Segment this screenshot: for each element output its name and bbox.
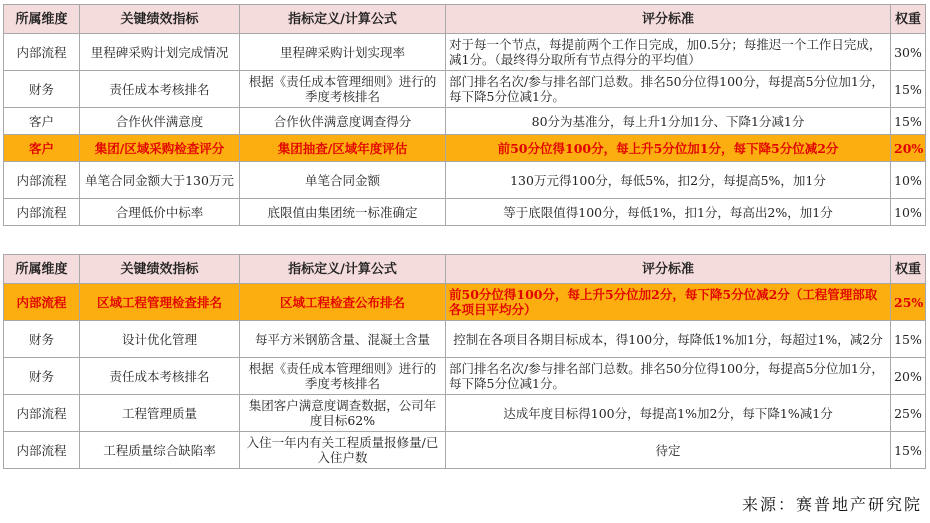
table-row [4, 432, 926, 469]
cell-weight: 10% [891, 199, 926, 226]
cell-kpi: 责任成本考核排名 [80, 358, 240, 395]
table-header-row [4, 255, 926, 284]
cell-kpi: 区域工程管理检查排名 [80, 284, 240, 321]
cell-kpi: 工程质量综合缺陷率 [80, 432, 240, 469]
table-row [4, 71, 926, 108]
cell-definition: 里程碑采购计划实现率 [240, 34, 446, 71]
cell-weight: 10% [891, 162, 926, 199]
cell-kpi: 集团/区域采购检查评分 [80, 135, 240, 162]
table-row [4, 358, 926, 395]
cell-weight: 25% [891, 395, 926, 432]
table-row [4, 395, 926, 432]
cell-definition: 根据《责任成本管理细则》进行的季度考核排名 [240, 358, 446, 395]
header-weight: 权重 [891, 255, 926, 284]
table-row [4, 108, 926, 135]
cell-criteria: 达成年度目标得100分，每提高1%加2分，每下降1%减1分 [446, 395, 891, 432]
cell-definition: 单笔合同金额 [240, 162, 446, 199]
header-definition: 指标定义/计算公式 [240, 255, 446, 284]
header-kpi: 关键绩效指标 [80, 5, 240, 34]
cell-weight: 20% [891, 358, 926, 395]
cell-criteria: 等于底限值得100分，每低1%，扣1分，每高出2%，加1分 [446, 199, 891, 226]
cell-weight: 15% [891, 71, 926, 108]
table-header-row [4, 5, 926, 34]
cell-definition: 集团抽查/区域年度评估 [240, 135, 446, 162]
source-caption: 来源：赛普地产研究院 [741, 495, 922, 514]
cell-dimension: 客户 [4, 135, 80, 162]
table-row-highlighted [4, 135, 926, 162]
kpi-table-2 [3, 254, 926, 469]
cell-weight: 20% [891, 135, 926, 162]
cell-dimension: 内部流程 [4, 162, 80, 199]
cell-weight: 15% [891, 321, 926, 358]
table-row [4, 34, 926, 71]
cell-criteria: 前50分位得100分，每上升5分位加2分，每下降5分位减2分（工程管理部取各项目平均分） [446, 284, 891, 321]
cell-kpi: 合作伙伴满意度 [80, 108, 240, 135]
cell-dimension: 内部流程 [4, 432, 80, 469]
cell-weight: 15% [891, 108, 926, 135]
cell-definition: 底限值由集团统一标准确定 [240, 199, 446, 226]
table-row [4, 199, 926, 226]
header-criteria: 评分标准 [446, 255, 891, 284]
cell-criteria: 待定 [446, 432, 891, 469]
cell-definition: 每平方米钢筋含量、混凝土含量 [240, 321, 446, 358]
cell-definition: 区域工程检查公布排名 [240, 284, 446, 321]
cell-weight: 25% [891, 284, 926, 321]
cell-kpi: 里程碑采购计划完成情况 [80, 34, 240, 71]
cell-criteria: 对于每一个节点，每提前两个工作日完成，加0.5分；每推迟一个工作日完成，减1分。（最终得分取所有节点得分的平均值） [446, 34, 891, 71]
cell-kpi: 责任成本考核排名 [80, 71, 240, 108]
table-row-highlighted [4, 284, 926, 321]
cell-dimension: 财务 [4, 71, 80, 108]
cell-dimension: 内部流程 [4, 34, 80, 71]
cell-kpi: 设计优化管理 [80, 321, 240, 358]
cell-dimension: 内部流程 [4, 395, 80, 432]
cell-kpi: 合理低价中标率 [80, 199, 240, 226]
cell-criteria: 80分为基准分，每上升1分加1分、下降1分减1分 [446, 108, 891, 135]
table-row [4, 321, 926, 358]
header-weight: 权重 [891, 5, 926, 34]
cell-definition: 集团客户满意度调查数据，公司年度目标62% [240, 395, 446, 432]
cell-weight: 30% [891, 34, 926, 71]
cell-kpi: 单笔合同金额大于130万元 [80, 162, 240, 199]
cell-dimension: 客户 [4, 108, 80, 135]
header-criteria: 评分标准 [446, 5, 891, 34]
cell-criteria: 部门排名名次/参与排名部门总数。排名50分位得100分，每提高5分位加1分，每下降5分位减1分。 [446, 71, 891, 108]
cell-kpi: 工程管理质量 [80, 395, 240, 432]
cell-criteria: 130万元得100分，每低5%，扣2分，每提高5%，加1分 [446, 162, 891, 199]
cell-dimension: 财务 [4, 321, 80, 358]
cell-dimension: 财务 [4, 358, 80, 395]
cell-definition: 入住一年内有关工程质量报修量/已入住户数 [240, 432, 446, 469]
cell-dimension: 内部流程 [4, 199, 80, 226]
header-dimension: 所属维度 [4, 5, 80, 34]
cell-dimension: 内部流程 [4, 284, 80, 321]
header-kpi: 关键绩效指标 [80, 255, 240, 284]
cell-weight: 15% [891, 432, 926, 469]
cell-definition: 合作伙伴满意度调查得分 [240, 108, 446, 135]
header-definition: 指标定义/计算公式 [240, 5, 446, 34]
header-dimension: 所属维度 [4, 255, 80, 284]
cell-criteria: 部门排名名次/参与排名部门总数。排名50分位得100分，每提高5分位加1分，每下降5分位减1分。 [446, 358, 891, 395]
cell-criteria: 前50分位得100分，每上升5分位加1分，每下降5分位减2分 [446, 135, 891, 162]
kpi-table-1 [3, 4, 926, 226]
cell-definition: 根据《责任成本管理细则》进行的季度考核排名 [240, 71, 446, 108]
cell-criteria: 控制在各项目各期目标成本，得100分，每降低1%加1分，每超过1%，减2分 [446, 321, 891, 358]
table-row [4, 162, 926, 199]
